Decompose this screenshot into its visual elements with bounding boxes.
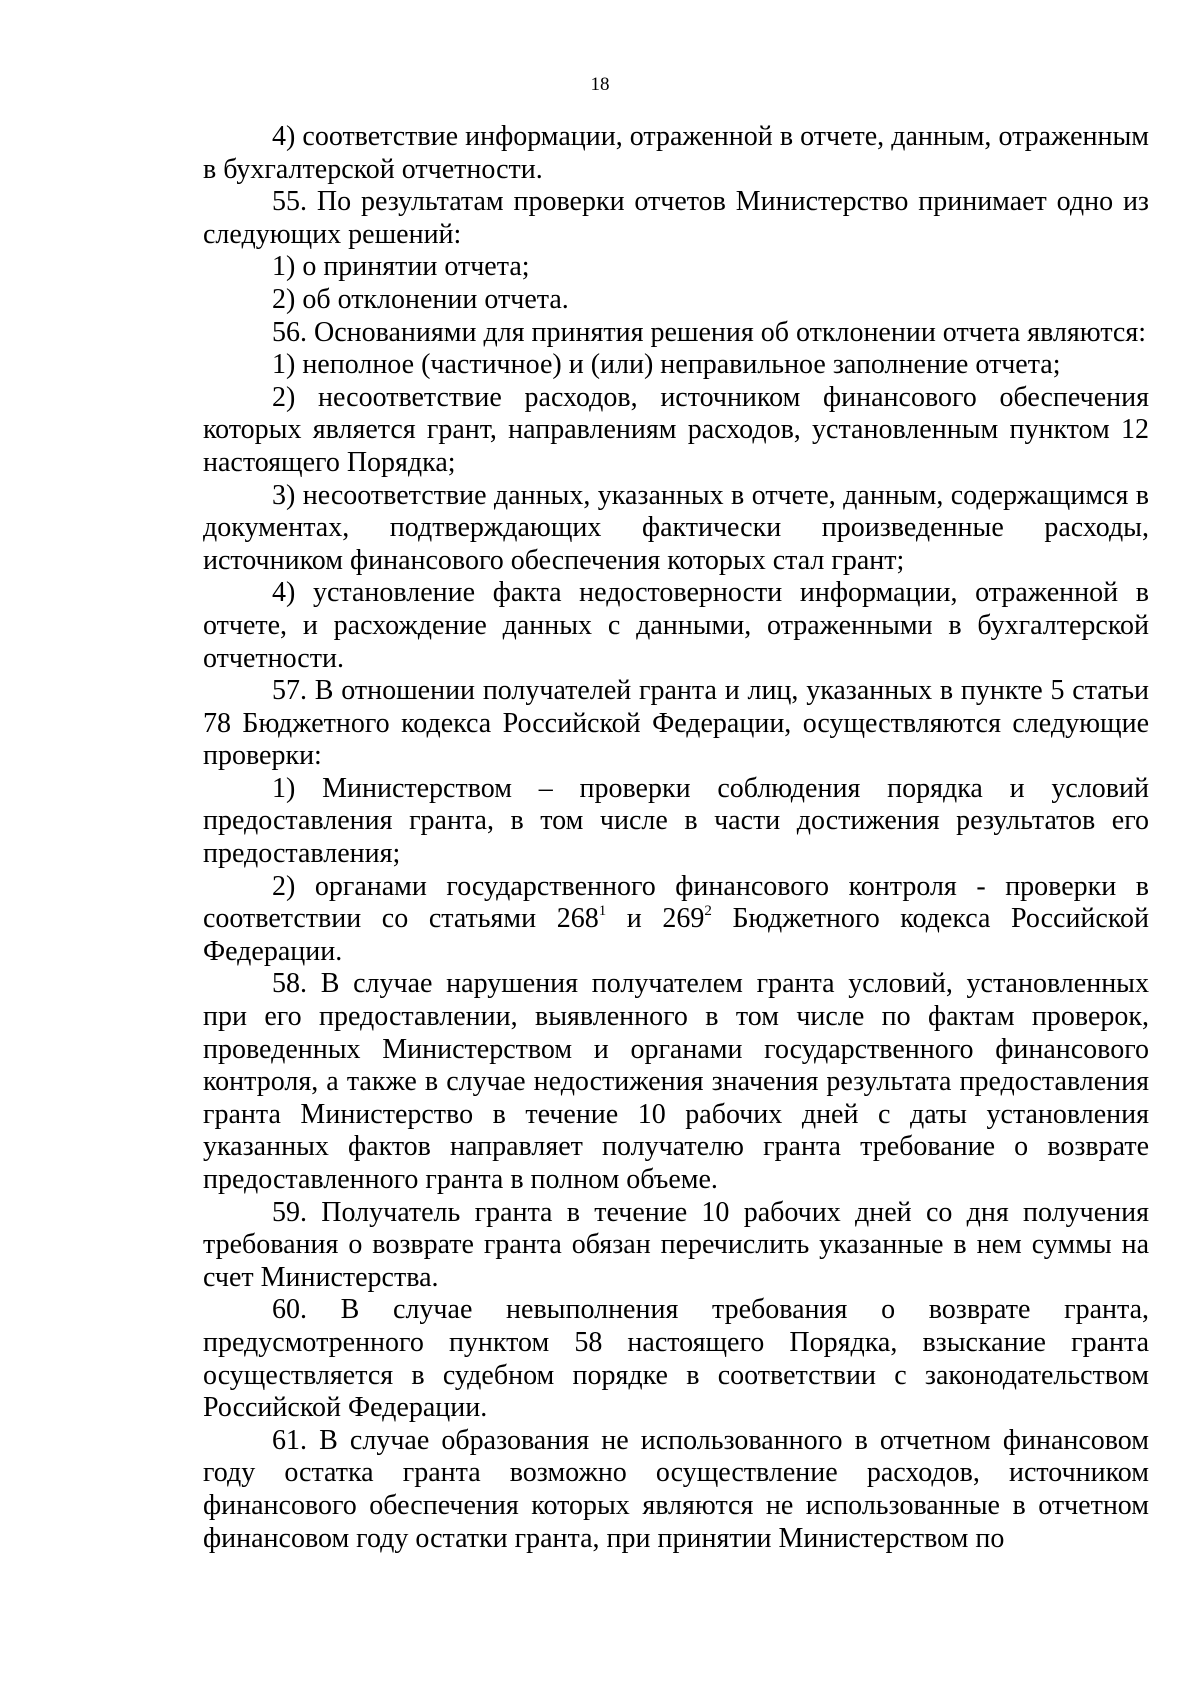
paragraph-60: 60. В случае невыполнения требования о возврате гранта, предусмотренного пунктом 58 настоящего Порядка, взыскание гранта осуществляется в судебном порядке в соответствии с законодательством Российской Федерации. bbox=[203, 1294, 1149, 1424]
page-number: 18 bbox=[590, 74, 610, 95]
paragraph-59: 59. Получатель гранта в течение 10 рабочих дней со дня получения требования о возврате гранта обязан перечислить указанные в нем суммы на счет Министерства. bbox=[203, 1196, 1149, 1293]
paragraph-56: 56. Основаниями для принятия решения об отклонении отчета являются: bbox=[272, 316, 1146, 348]
paragraph-57-item-2-after: Бюджетного кодекса Российской Федерации. bbox=[203, 903, 1150, 967]
paragraph-56-item-1: 1) неполное (частичное) и (или) неправильное заполнение отчета; bbox=[272, 349, 1061, 381]
paragraph-item-4-accounting-match: 4) соответствие информации, отраженной в отчете, данным, отраженным в бухгалтерской отчетности. bbox=[203, 121, 1149, 185]
paragraph-55: 55. По результатам проверки отчетов Министерство принимает одно из следующих решений: bbox=[203, 186, 1149, 250]
paragraph-57-item-1: 1) Министерством – проверки соблюдения порядка и условий предоставления гранта, в том числе в части достижения результатов его предоставления; bbox=[203, 772, 1149, 870]
paragraph-57-item-2-before: 2) органами государственного финансового контроля - проверки в соответствии со статьями 268 bbox=[203, 870, 1149, 935]
paragraph-56-item-3: 3) несоответствие данных, указанных в отчете, данным, содержащимся в документах, подтверждающих фактически произведенные расходы, источником финансового обеспечения которых стал грант; bbox=[203, 479, 1149, 576]
paragraph-55-item-1: 1) о принятии отчета; bbox=[272, 251, 530, 283]
document-text bbox=[203, 121, 1149, 1555]
paragraph-56-item-4: 4) установление факта недостоверности информации, отраженной в отчете, и расхождение данных с данными, отраженными в бухгалтерской отчетности. bbox=[203, 577, 1149, 674]
paragraph-58: 58. В случае нарушения получателем гранта условий, установленных при его предоставлении, выявленного в том числе по фактам проверок, проведенных Министерством и органами государственного финансового контроля, а также в случае недостижения значения результата предоставления гранта Министерство в течение 10 рабочих дней с даты установления указанных фактов направляет получателю гранта требование о возврате предоставленного гранта в полном объеме. bbox=[203, 968, 1149, 1195]
paragraph-57-item-2 bbox=[203, 871, 1149, 969]
superscript-268: 1 bbox=[598, 903, 607, 920]
paragraph-57-item-2-middle: и 269 bbox=[606, 903, 705, 935]
paragraph-57: 57. В отношении получателей гранта и лиц, указанных в пункте 5 статьи 78 Бюджетного кодекса Российской Федерации, осуществляются следующие проверки: bbox=[203, 675, 1149, 772]
paragraph-55-item-2: 2) об отклонении отчета. bbox=[272, 283, 569, 315]
paragraph-61: 61. В случае образования не использованного в отчетном финансовом году остатка гранта возможно осуществление расходов, источником финансового обеспечения которых являются не использованные в отчетном финансовом году остатки гранта, при принятии Министерством по bbox=[203, 1424, 1149, 1554]
superscript-269: 2 bbox=[704, 903, 712, 920]
paragraph-56-item-2: 2) несоответствие расходов, источником финансового обеспечения которых является грант, направлениям расходов, установленным пунктом 12 настоящего Порядка; bbox=[203, 381, 1149, 478]
